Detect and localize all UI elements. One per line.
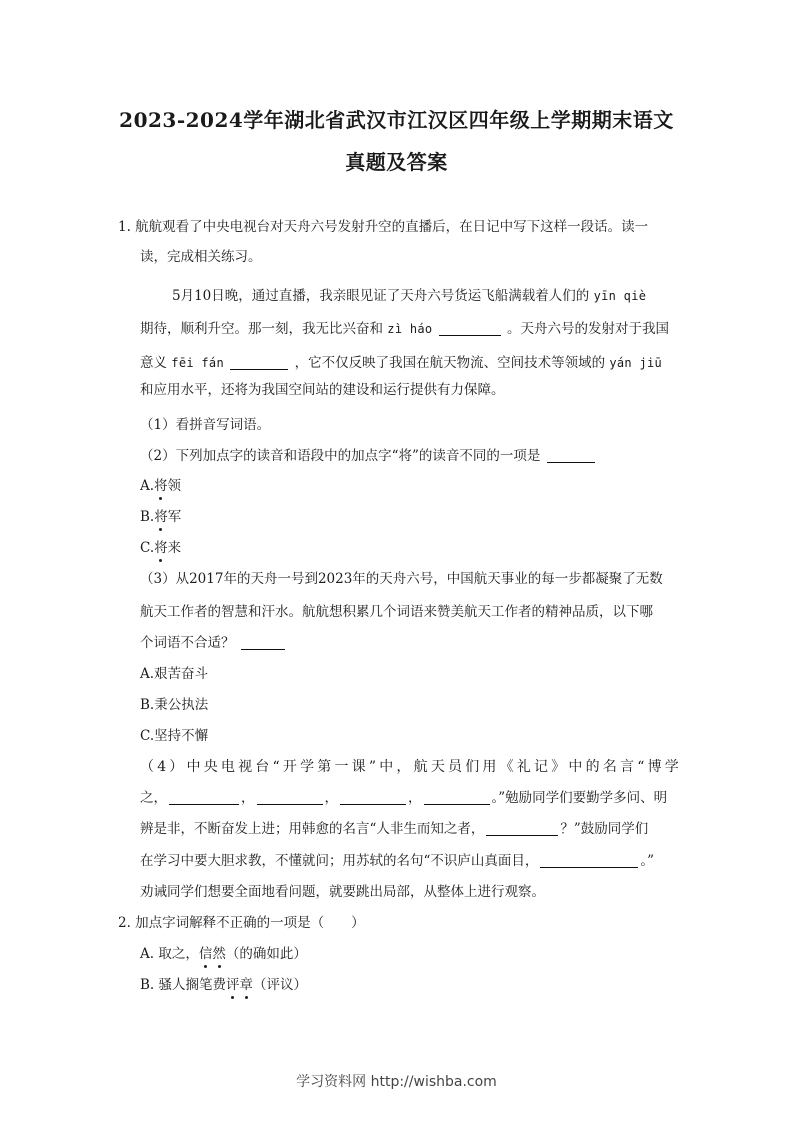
question-text: 之，	[140, 790, 167, 806]
option-text: （的确如此）	[225, 946, 307, 962]
dotted-char: 评	[226, 977, 240, 993]
answer-blank[interactable]	[169, 790, 239, 805]
question-text: 。”	[640, 853, 655, 869]
question-text: （2）下列加点字的读音和语段中的加点字“将”的读音不同的一项是	[140, 448, 541, 464]
option-label: B. 骚人搁笔费	[140, 977, 227, 993]
q1-sub-question-4-line-4	[140, 852, 654, 870]
q1-2-option-a[interactable]	[140, 477, 181, 495]
comma: ，	[324, 790, 338, 806]
answer-blank[interactable]	[230, 355, 288, 370]
q1-2-option-c[interactable]	[140, 539, 181, 557]
q1-sub-question-3-line-3	[140, 634, 287, 652]
dotted-char: 然	[212, 946, 226, 962]
q1-intro-line-2: 读，完成相关练习。	[140, 249, 262, 265]
pinyin-yin-qie: yīn qiè	[593, 289, 647, 303]
option-text: 军	[167, 509, 182, 525]
answer-blank[interactable]	[439, 321, 501, 336]
q1-sub-question-4-line-3	[140, 820, 648, 838]
q1-intro-line-1: 1. 航航观看了中央电视台对天舟六号发射升空的直播后，在日记中写下这样一段话。读一	[118, 219, 649, 235]
question-text: 辨是非，不断奋发上进；用韩愈的名言“人非生而知之者，	[140, 821, 485, 837]
answer-blank[interactable]	[540, 853, 638, 868]
q1-2-option-b[interactable]	[140, 508, 181, 526]
answer-blank[interactable]	[257, 790, 323, 805]
footer-watermark: 学习资料网 http://wishba.com	[296, 1074, 497, 1090]
q1-sub-question-1: （1）看拼音写词语。	[140, 417, 271, 433]
answer-blank[interactable]	[424, 790, 490, 805]
q2-option-a[interactable]	[140, 945, 307, 963]
question-text: 。”勉励同学们要勤学多问、明	[491, 790, 668, 806]
q1-3-option-a[interactable]: A.艰苦奋斗	[140, 666, 209, 682]
dotted-char: 将	[154, 478, 168, 494]
pinyin-zi-hao: zì háo	[387, 322, 433, 336]
q1-sub-question-4-line-1	[140, 758, 682, 776]
comma: ，	[408, 790, 422, 806]
q1-sub-question-2	[140, 447, 597, 465]
option-label: C.	[140, 540, 155, 556]
q2-stem: 2. 加点字词解释不正确的一项是（ ）	[118, 915, 365, 931]
passage-text: 意义	[140, 355, 167, 371]
pinyin-yan-jiu: yán jiū	[609, 356, 663, 370]
q1-sub-question-4-line-5: 劝诫同学们想要全面地看问题，就要跳出局部，从整体上进行观察。	[140, 884, 545, 900]
passage-text: 期待，顺利升空。那一刻，我无比兴奋和	[140, 321, 383, 337]
q1-3-option-b[interactable]: B.秉公执法	[140, 697, 209, 713]
option-label: B.	[140, 509, 155, 525]
q1-passage-line-3	[140, 354, 662, 372]
option-text: 领	[167, 478, 182, 494]
q1-sub-question-4-line-2	[140, 789, 667, 807]
pinyin-fei-fan: fēi fán	[171, 356, 224, 370]
dotted-char: 信	[198, 946, 213, 962]
q1-passage-line-1	[172, 287, 646, 305]
q1-passage-line-2	[140, 320, 669, 338]
question-text: 在学习中要大胆求教，不懂就问；用苏轼的名句“不识庐山真面目，	[140, 853, 539, 869]
question-text: 个词语不合适？	[140, 635, 235, 651]
document-title-line-2: 真题及答案	[345, 150, 448, 174]
option-text: 来	[167, 540, 182, 556]
q1-passage-line-4: 和应用水平，还将为我国空间站的建设和运行提供有力保障。	[140, 382, 505, 398]
dotted-char: 章	[239, 977, 254, 993]
answer-blank[interactable]	[340, 790, 406, 805]
question-text: ？”鼓励同学们	[560, 821, 649, 837]
q2-option-b[interactable]	[140, 976, 307, 994]
q1-sub-question-3-line-2: 航天工作者的智慧和汗水。航航想积累几个词语来赞美航天工作者的精神品质，以下哪	[140, 604, 653, 620]
passage-text: ，它不仅反映了我国在航天物流、空间技术等领域的	[294, 355, 606, 371]
answer-blank[interactable]	[486, 821, 558, 836]
q1-sub-question-3-line-1: （3）从2017年的天舟一号到2023年的天舟六号，中国航天事业的每一步都凝聚了无数	[140, 571, 663, 587]
answer-blank[interactable]	[547, 448, 595, 463]
passage-text: 。天舟六号的发射对于我国	[507, 321, 670, 337]
comma: ，	[241, 790, 255, 806]
option-label: A.	[140, 478, 155, 494]
passage-text: 5月10日晚，通过直播，我亲眼见证了天舟六号货运飞船满载着人们的	[172, 288, 590, 304]
q1-3-option-c[interactable]: C.坚持不懈	[140, 728, 209, 744]
dotted-char: 将	[154, 509, 168, 525]
dotted-char: 将	[154, 540, 168, 556]
document-title-line-1: 2023-2024学年湖北省武汉市江汉区四年级上学期期末语文	[119, 108, 674, 132]
option-label: A. 取之，	[140, 946, 199, 962]
option-text: （评议）	[253, 977, 308, 993]
question-text: （4）中央电视台“开学第一课”中，航天员们用《礼记》中的名言“博学	[140, 759, 682, 775]
answer-blank[interactable]	[241, 635, 285, 650]
